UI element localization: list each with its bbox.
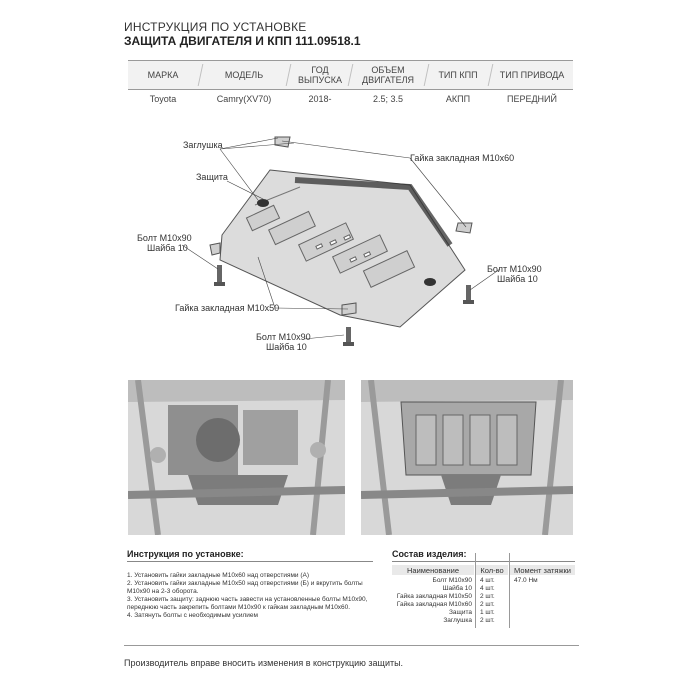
footer-note: Производитель вправе вносить изменения в конструкцию защиты. <box>124 658 404 668</box>
spec-value-drive: ПЕРЕДНИЙ <box>506 94 557 104</box>
instructions-divider <box>127 561 373 562</box>
components-col-separator <box>509 553 510 628</box>
component-name: Защита <box>448 609 472 616</box>
spec-col-year: ГОД ВЫПУСКА <box>298 65 342 85</box>
bolt-left <box>214 265 225 286</box>
components-col-separator <box>475 553 476 628</box>
components-title: Состав изделия: <box>392 549 467 559</box>
footer-divider <box>124 645 579 646</box>
components-header-torque: Момент затяжки <box>510 565 575 575</box>
bolt-bottom <box>343 327 354 346</box>
instructions-title: Инструкция по установке: <box>127 549 244 559</box>
spec-table-header <box>128 60 573 90</box>
spec-value-engine: 2.5; 3.5 <box>372 94 404 104</box>
label-guard: Защита <box>196 172 228 182</box>
label-plug: Заглушка <box>183 140 223 150</box>
spec-col-engine: ОБЪЕМ ДВИГАТЕЛЯ <box>361 65 415 85</box>
component-qty: 2 шт. <box>480 593 495 600</box>
spec-value-gearbox: АКПП <box>445 94 471 104</box>
components-divider <box>392 561 575 562</box>
bolt-right <box>463 285 474 304</box>
instructions-list <box>127 572 377 620</box>
component-qty: 4 шт. <box>480 585 495 592</box>
spec-col-model: МОДЕЛЬ <box>224 70 264 80</box>
bracket-left <box>210 243 220 255</box>
component-qty: 4 шт. <box>480 577 495 584</box>
components-header-qty: Кол-во <box>476 565 508 575</box>
component-qty: 2 шт. <box>480 617 495 624</box>
component-qty: 2 шт. <box>480 601 495 608</box>
label-washer-right: Шайба 10 <box>497 274 538 284</box>
component-name: Заглушка <box>443 617 472 624</box>
component-name: Шайба 10 <box>442 585 472 592</box>
label-bolt-bottom: Болт М10х90 <box>256 332 311 342</box>
component-qty: 1 шт. <box>480 609 495 616</box>
spec-value-model: Camry(XV70) <box>216 94 272 104</box>
photo-engine-bay-before <box>128 380 345 535</box>
spec-col-make: МАРКА <box>147 70 179 80</box>
instruction-step: 3. Установить защиту: заднюю часть завести на установленные болты М10х90, переднюю часть закрепить болтами М10х90 к гайкам закладным М10х60. <box>127 596 368 611</box>
spec-value-make: Toyota <box>149 94 177 104</box>
spec-value-year: 2018- <box>308 94 332 104</box>
component-name: Гайка закладная М10х50 <box>396 593 472 600</box>
instruction-step: 1. Установить гайки закладные М10х60 над отверстиями (А) <box>127 572 310 579</box>
label-washer-bottom: Шайба 10 <box>266 342 307 352</box>
document-title-line1: ИНСТРУКЦИЯ ПО УСТАНОВКЕ <box>124 20 307 34</box>
component-name: Болт М10х90 <box>432 577 472 584</box>
instruction-step: 2. Установить гайки закладные М10х50 над отверстиями (Б) и вкрутить болты М10х90 на 2-3 оборота. <box>127 580 363 595</box>
spec-col-drive: ТИП ПРИВОДА <box>499 70 565 80</box>
document-title-line2: ЗАЩИТА ДВИГАТЕЛЯ И КПП 111.09518.1 <box>124 34 361 48</box>
label-nut-m10x60: Гайка закладная М10х60 <box>410 153 515 163</box>
component-torque: 47.0 Нм <box>514 577 538 584</box>
label-bolt-right: Болт М10х90 <box>487 264 542 274</box>
spec-table <box>128 60 573 120</box>
instruction-step: 4. Затянуть болты с необходимым усилием <box>127 612 259 619</box>
label-washer-left: Шайба 10 <box>147 243 188 253</box>
photo-engine-bay-after <box>361 380 573 535</box>
label-bolt-left: Болт М10х90 <box>137 233 192 243</box>
components-header-name: Наименование <box>392 565 474 575</box>
spec-col-gearbox: ТИП КПП <box>438 70 478 80</box>
label-nut-m10x50: Гайка закладная М10х50 <box>175 303 280 313</box>
component-name: Гайка закладная М10х60 <box>396 601 472 608</box>
